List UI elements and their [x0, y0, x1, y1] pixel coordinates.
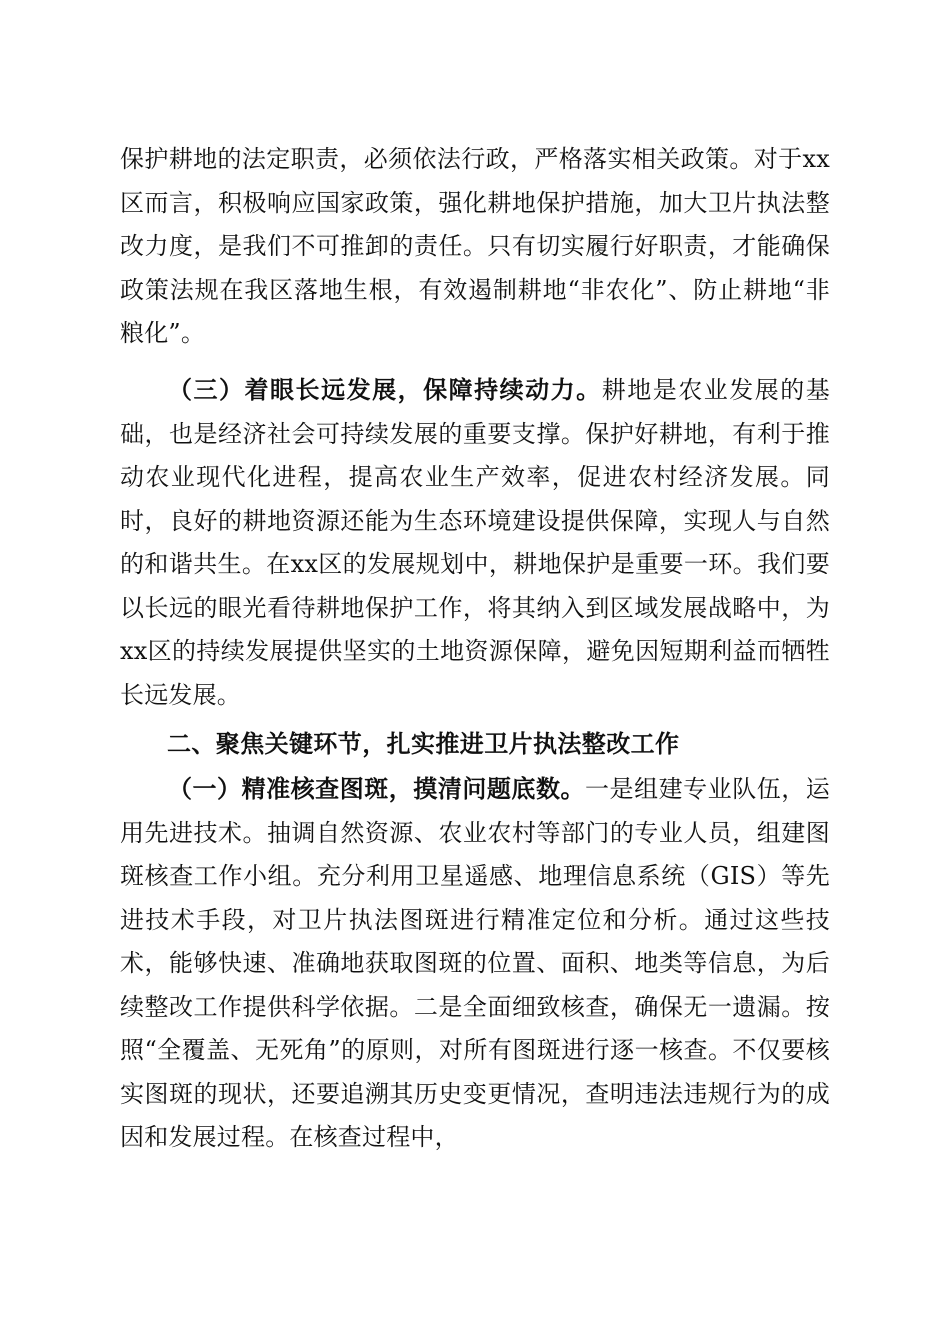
- paragraph-item-3-lead: （三）着眼长远发展，保障持续动力。: [168, 375, 602, 404]
- paragraph-item-3: [120, 368, 830, 717]
- section-2-heading: 二、聚焦关键环节，扎实推进卫片执法整改工作: [167, 730, 680, 758]
- paragraph-section-2-item-1-lead: （一）精准核查图斑，摸清问题底数。: [168, 774, 586, 803]
- paragraph-item-3-body: 耕地是农业发展的基础，也是经济社会可持续发展的重要支撑。保护好耕地，有利于推动农业现代化进程，提高农业生产效率，促进农村经济发展。同时，良好的耕地资源还能为生态环境建设提供保障，实现人与自然的和谐共生。在xx区的发展规划中，耕地保护是重要一环。我们要以长远的眼光看待耕地保护工作，将其纳入到区域发展战略中，为xx区的持续发展提供坚实的土地资源保障，避免因短期利益而牺牲长远发展。: [120, 376, 830, 709]
- paragraph-continuation: 保护耕地的法定职责，必须依法行政，严格落实相关政策。对于xx区而言，积极响应国家政策，强化耕地保护措施，加大卫片执法整改力度，是我们不可推卸的责任。只有切实履行好职责，才能确保政策法规在我区落地生根，有效遏制耕地“非农化”、防止耕地“非粮化”。: [120, 145, 830, 347]
- paragraph-section-2-item-1: [120, 767, 830, 1160]
- paragraph-section-2-item-1-body: 一是组建专业队伍，运用先进技术。抽调自然资源、农业农村等部门的专业人员，组建图斑核查工作小组。充分利用卫星遥感、地理信息系统（GIS）等先进技术手段，对卫片执法图斑进行精准定位和分析。通过这些技术，能够快速、准确地获取图斑的位置、面积、地类等信息，为后续整改工作提供科学依据。二是全面细致核查，确保无一遗漏。按照“全覆盖、无死角”的原则，对所有图斑进行逐一核查。不仅要核实图斑的现状，还要追溯其历史变更情况，查明违法违规行为的成因和发展过程。在核查过程中，: [120, 775, 831, 1151]
